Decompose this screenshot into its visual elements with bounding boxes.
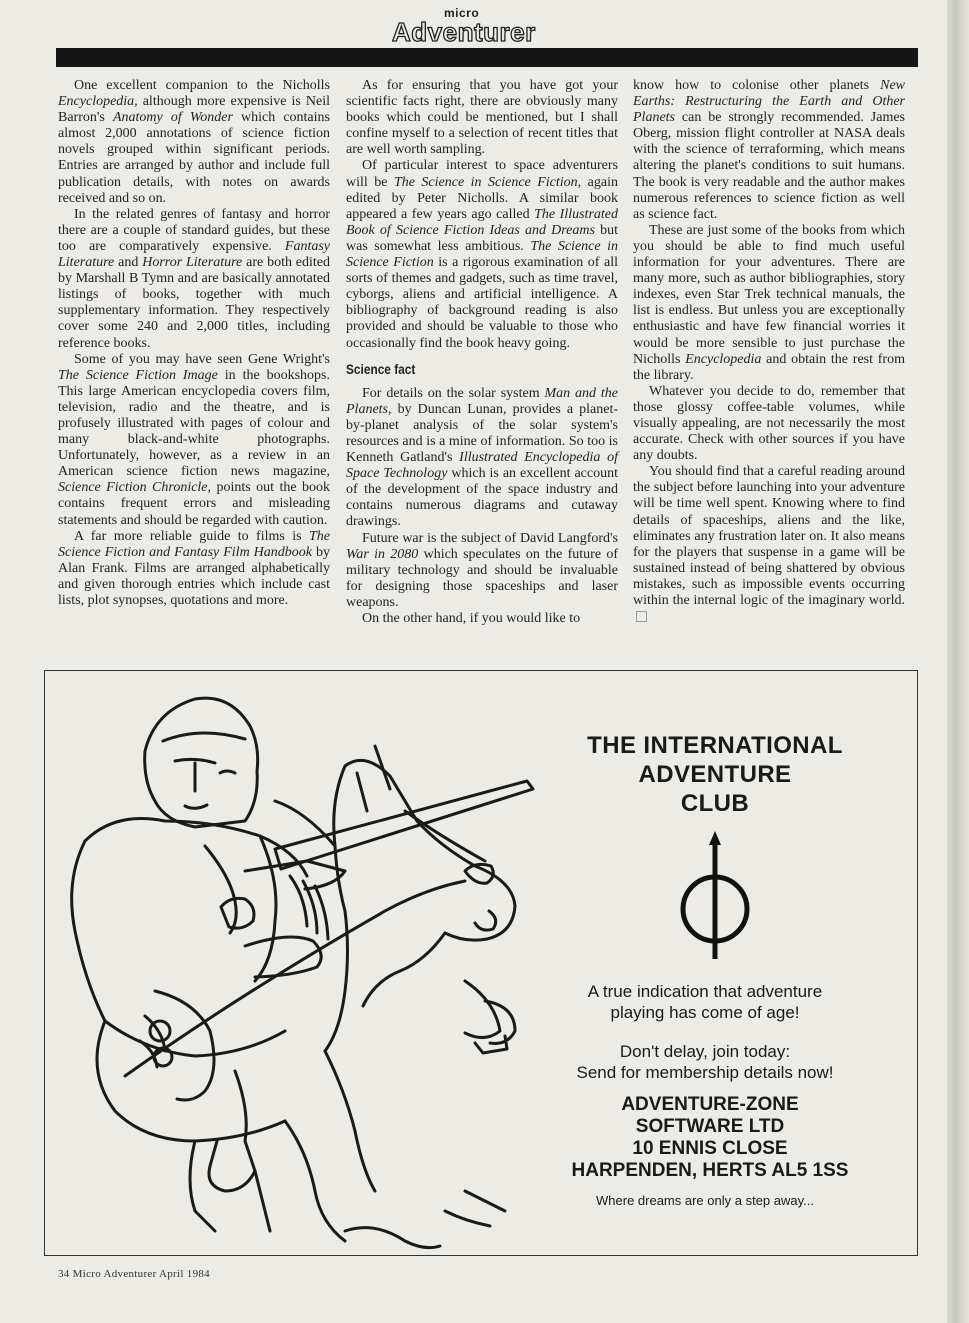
paragraph: A far more reliable guide to films is The Science Fiction and Fantasy Film Handbook by Alan Frank. Films are arranged alphabetically and given thorough entries which include cast lists, plot synopses, quotations and more. <box>58 528 330 608</box>
article-column-1 <box>58 78 330 609</box>
paragraph: Some of you may have seen Gene Wright's The Science Fiction Image in the bookshops. This large American encyclopedia covers film, television, radio and the theatre, and is profusely illustrated with pages of colour and many black-and-white photographs. Unfortunately, however, as a review in an American science fiction news magazine, Science Fiction Chronicle, points out the book contains frequent errors and misleading statements and should be regarded with caution. <box>58 351 330 528</box>
paragraph-text: You should find that a careful reading around the subject before launching into your adventure will be time well spent. Knowing where to find details of spaceships, aliens and the like, eliminates any frustration later on. It also means for the players that suspense in a game will be sustained instead of being shattered by obvious mistakes, such as impossible events occurring within the internal logic of the imaginary world. <box>633 464 905 608</box>
ad-title-line-2: ADVENTURE <box>638 761 792 788</box>
advertisement <box>44 670 918 1256</box>
paragraph: Of particular interest to space adventurers will be The Science in Science Fiction, again edited by Peter Nicholls. A similar book appeared a few years ago called The Illustrated Book of Science Fiction Ideas and Dreams but was somewhat less ambitious. The Science in Science Fiction is a rigorous examination of all sorts of themes and gadgets, such as time travel, cyborgs, aliens and artificial intelligence. A bibliography of background reading is also provided and should be valuable to those who occasionally find the book heavy going. <box>346 158 618 351</box>
article-column-2 <box>346 78 618 627</box>
paragraph: In the related genres of fantasy and horror there are a couple of standard guides, but these too are comparatively expensive. Fantasy Literature and Horror Literature are both edited by Marshall B Tymn and are basically annotated listings of books, together with much supplementary information. They respectively cover some 240 and 2,000 titles, including reference books. <box>58 206 331 351</box>
ad-address-line-4: HARPENDEN, HERTS AL5 1SS <box>571 1160 849 1181</box>
ad-address-line-1: ADVENTURE-ZONE <box>621 1094 799 1115</box>
section-subheading: Science fact <box>346 361 416 377</box>
club-emblem-icon <box>670 831 760 963</box>
paragraph: For details on the solar system Man and the Planets, by Duncan Lunan, provides a planet-by-planet analysis of the solar system's resources and is a mine of information. So too is Kenneth Gatland's Illustrated Encyclopedia of Space Technology which is an excellent account of the development of the space industry and contains numerous diagrams and cutaway drawings. <box>346 385 619 530</box>
ad-tagline-2-line-1: Don't delay, join today: <box>619 1042 791 1061</box>
paragraph: On the other hand, if you would like to <box>362 611 581 626</box>
article-column-3 <box>633 78 905 625</box>
ad-tagline-2-line-2: Send for membership details now! <box>576 1063 834 1082</box>
ad-slogan: Where dreams are only a step away... <box>596 1193 814 1208</box>
paragraph <box>633 464 905 625</box>
ad-tagline-1-line-2: playing has come of age! <box>610 1003 800 1022</box>
knight-on-horse-illustration <box>45 671 565 1255</box>
masthead-micro: micro <box>444 6 480 20</box>
paragraph: know how to colonise other planets New Earths: Restructuring the Earth and Other Planets can be strongly recommended. James Oberg, mission flight controller at NASA deals with the science of terraforming, which means altering the planet's conditions to suit humans. The book is very readable and the author makes numerous references to science fiction as well as science fact. <box>633 78 905 222</box>
paragraph: Whatever you decide to do, remember that those glossy coffee-table volumes, while visually appealing, are not necessarily the most accurate. Check with other sources if you have any doubts. <box>633 383 905 464</box>
paragraph: As for ensuring that you have got your scientific facts right, there are obviously many books which could be mentioned, but I shall confine myself to a selection of recent titles that are well worth sampling. <box>346 78 618 158</box>
page-edge <box>947 0 969 1323</box>
ad-tagline-1-line-1: A true indication that adventure <box>587 982 823 1001</box>
ad-address-line-2: SOFTWARE LTD <box>635 1116 785 1137</box>
paragraph: One excellent companion to the Nicholls Encyclopedia, although more expensive is Neil Barron's Anatomy of Wonder which contains almost 2,000 annotations of science fiction novels grouped within significant periods. Entries are arranged by author and include full publication details, with notes on awards received and so on. <box>58 78 330 206</box>
ad-title-line-3: CLUB <box>680 790 750 817</box>
ad-address-line-3: 10 ENNIS CLOSE <box>632 1138 788 1159</box>
page-footer: 34 Micro Adventurer April 1984 <box>58 1268 210 1280</box>
header-bar <box>56 48 918 67</box>
ad-title-line-1: THE INTERNATIONAL <box>587 732 843 759</box>
masthead <box>392 6 567 46</box>
paragraph: These are just some of the books from which you should be able to find much useful information for your adventures. There are many more, such as author bibliographies, story indexes, even Star Trek technical manuals, the list is endless. But unless you are exceptionally enthusiastic and have few financial worries it would be more sensible to just purchase the Nicholls Encyclopedia and obtain the rest from the library. <box>633 222 905 383</box>
paragraph: Future war is the subject of David Langford's War in 2080 which speculates on the future of military technology and should be invaluable for designing those spaceships and laser weapons. <box>346 530 618 610</box>
end-mark-icon <box>636 611 647 622</box>
masthead-title: Adventurer <box>392 17 536 47</box>
